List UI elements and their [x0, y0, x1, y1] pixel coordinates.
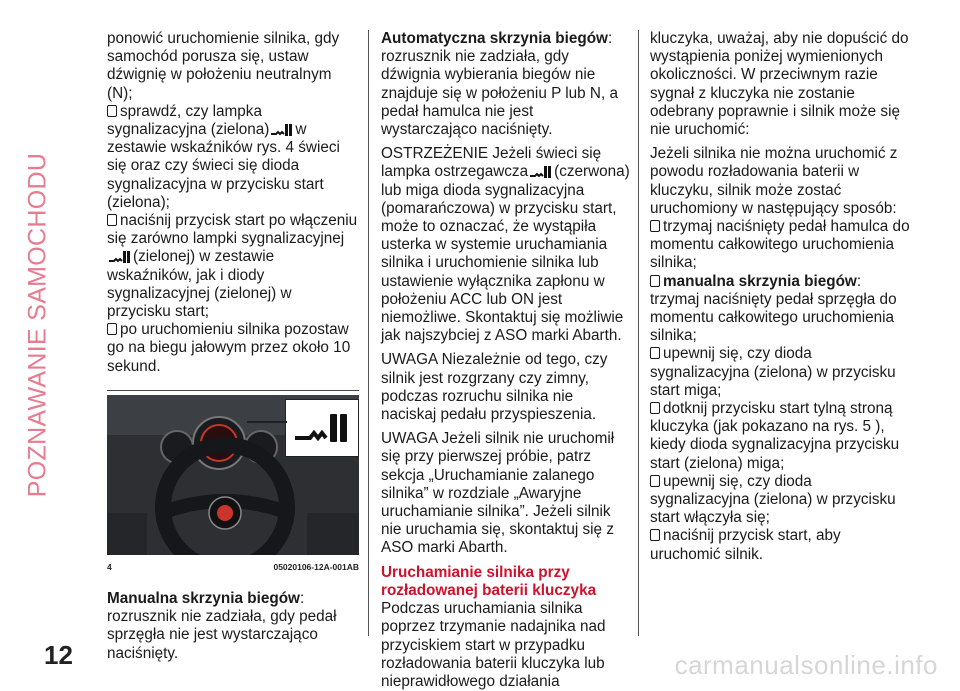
- col1-intro: ponowić uruchomienie silnika, gdy samochód porusza się, ustaw dźwignię w położeniu neutralnym (N);: [107, 30, 340, 102]
- column-1: [107, 30, 359, 663]
- column-divider: [368, 30, 369, 636]
- list-item: dotknij przycisku start tylną stroną kluczyka (jak pokazano na rys. 5 ), kiedy dioda sygnalizacyjna przycisku start (zielona) miga;: [650, 400, 900, 472]
- paragraph: Podczas uruchamiania silnika poprzez trzymanie nadajnika nad przyciskiem start w przypadku rozładowania baterii kluczyka lub nieprawidłowego działania: [381, 600, 606, 690]
- heading-manual: Manualna skrzynia biegów: [107, 590, 300, 608]
- list-item: naciśnij przycisk start, aby uruchomić silnik.: [650, 527, 841, 563]
- checkbox-bullet-icon: [650, 475, 660, 487]
- checkbox-bullet-icon: [650, 275, 660, 287]
- heading-automatic: Automatyczna skrzynia biegów: [381, 30, 608, 47]
- checkbox-bullet-icon: [650, 220, 660, 232]
- list-item: manualna skrzynia biegów: trzymaj naciśnięty pedał sprzęgła do momentu całkowitego uruchomienia silnika;: [650, 272, 897, 345]
- key-indicator-icon: [270, 121, 294, 138]
- key-indicator-icon: [292, 408, 352, 448]
- column-2: [381, 30, 631, 691]
- note-paragraph: UWAGA Niezależnie od tego, czy silnik jest rozgrzany czy zimny, podczas rozruchu silnika nie naciskaj pedału przyspieszenia.: [381, 351, 608, 424]
- paragraph: rozrusznik nie zadziała, gdy pedał sprzęgła nie jest wystarczająco naciśnięty.: [107, 608, 337, 662]
- checkbox-bullet-icon: [650, 529, 660, 541]
- checkbox-bullet-icon: [650, 402, 660, 414]
- checkbox-bullet-icon: [107, 214, 117, 226]
- checkbox-bullet-icon: [107, 105, 117, 117]
- figure-block: [107, 390, 359, 576]
- page-number: 12: [44, 640, 73, 670]
- note-paragraph: UWAGA Jeżeli silnik nie uruchomił się przy pierwszej próbie, patrz sekcja „Uruchamianie zalanego silnika” w rozdziale „Awaryjne uruchamianie silnika”. Jeżeli silnik nie uruchamia się, skontaktuj się z ASO marki Abarth.: [381, 430, 615, 557]
- paragraph: rozrusznik nie zadziała, gdy dźwignia wybierania biegów nie znajduje się w położeniu P lub N, a pedał hamulca nie jest wystarczająco naciśnięty.: [381, 48, 618, 139]
- list-item: po uruchomieniu silnika pozostaw go na biegu jałowym przez około 10 sekund.: [107, 321, 351, 375]
- column-divider: [638, 30, 639, 636]
- list-item: upewnij się, czy dioda sygnalizacyjna (zielona) w przycisku start miga;: [650, 345, 896, 399]
- figure-code: 05020106-12A-001AB: [273, 561, 359, 572]
- warning-paragraph: OSTRZEŻENIE Jeżeli świeci się lampka ostrzegawcza (czerwona) lub miga dioda sygnalizacyjna (pomarańczowa) w przycisku start, może to oznaczać, że wystąpiła usterka w systemie uruchamiania silnika i uruchomienie silnika lub ustawienie wyłącznika zapłonu w położeniu ACC lub ON jest niemożliwe. Skontaktuj się możliwie jak najszybciej z ASO marki Abarth.: [381, 145, 630, 345]
- callout-line: [247, 421, 287, 423]
- list-item: upewnij się, czy dioda sygnalizacyjna (zielona) w przycisku start włączyła się;: [650, 472, 896, 527]
- list-item: sprawdź, czy lampka sygnalizacyjna (zielona) w zestawie wskaźników rys. 4 świeci się oraz czy świeci się dioda sygnalizacyjna w przycisku start (zielona);: [107, 102, 340, 211]
- watermark: carmanualsonline.info: [674, 650, 938, 680]
- column-3: [650, 30, 912, 564]
- key-indicator-icon: [529, 163, 553, 180]
- checkbox-bullet-icon: [107, 323, 117, 335]
- indicator-callout: [285, 399, 359, 457]
- paragraph: Manualna skrzynia biegów:: [107, 590, 305, 608]
- figure-number: 4: [107, 561, 112, 572]
- list-item: trzymaj naciśnięty pedał hamulca do momentu całkowitego uruchomienia silnika;: [650, 218, 910, 272]
- key-indicator-icon: [108, 248, 132, 265]
- paragraph: Automatyczna skrzynia biegów:: [381, 30, 613, 47]
- paragraph: Jeżeli silnika nie można uruchomić z powodu rozładowania baterii w kluczyku, silnik może zostać uruchomiony w następujący sposób:: [650, 145, 898, 217]
- paragraph: kluczyka, uważaj, aby nie dopuścić do wystąpienia poniżej wymienionych okoliczności. W przeciwnym razie sygnał z kluczyka nie zostanie odebrany poprawnie i silnik może się nie uruchomić:: [650, 30, 909, 139]
- figure-caption: [107, 558, 359, 576]
- dashboard-photo: [107, 395, 359, 555]
- subheading-battery: Uruchamianie silnika przy rozładowanej baterii kluczyka: [381, 563, 597, 599]
- checkbox-bullet-icon: [650, 347, 660, 359]
- list-item: naciśnij przycisk start po włączeniu się zarówno lampki sygnalizacyjnej(zielonej) w zestawie wskaźników, jak i diody sygnalizacyjnej (zielonej) w przycisku start;: [107, 212, 358, 321]
